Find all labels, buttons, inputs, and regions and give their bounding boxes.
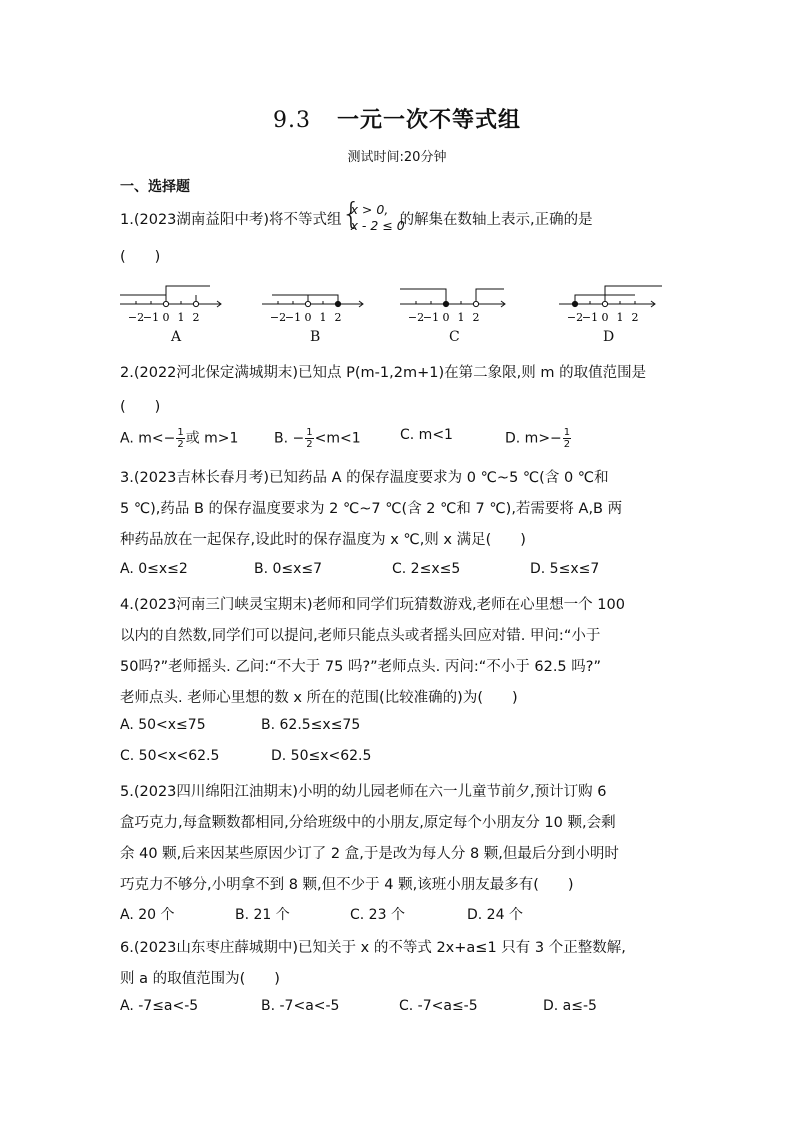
question-3-line-3: 种药品放在一起保存,设此时的保存温度为 x ℃,则 x 满足( ) (120, 532, 526, 548)
q5-option-a: A. 20 个 (120, 907, 175, 923)
q6-option-a: A. -7≤a<-5 (120, 998, 199, 1014)
figure-label-a: A (171, 329, 182, 345)
tick-label: 0 (304, 311, 312, 324)
q4-option-d: D. 50≤x<62.5 (271, 748, 372, 764)
question-3-line-2: 5 ℃),药品 B 的保存温度要求为 2 ℃~7 ℃(含 2 ℃和 7 ℃),若需要将 A,B 两 (120, 501, 623, 517)
q6-option-b: B. -7<a<-5 (261, 998, 340, 1014)
q2-answer-paren: ( ) (120, 399, 161, 415)
number-line-a (118, 282, 224, 327)
tick-label: −2 (269, 311, 287, 324)
tick-label: 1 (457, 311, 465, 324)
q6-option-d: D. a≤-5 (543, 998, 597, 1014)
question-4-line-1: 4.(2023河南三门峡灵宝期末)老师和同学们玩猜数游戏,老师在心里想一个 100 (120, 597, 625, 613)
tick-label: 0 (442, 311, 450, 324)
q4-option-c: C. 50<x<62.5 (120, 748, 220, 764)
q6-option-c: C. -7<a≤-5 (399, 998, 478, 1014)
number-line-c (398, 282, 508, 327)
tick-label: 2 (631, 311, 639, 324)
fraction: $\frac{1}{2}$ (563, 427, 571, 450)
tick-label: 0 (601, 311, 609, 324)
number-line-d (557, 282, 667, 327)
section-title: 一元一次不等式组 (336, 107, 521, 133)
tick-label: −2 (407, 311, 425, 324)
tick-label: −1 (284, 311, 302, 324)
tick-label: 1 (319, 311, 327, 324)
q2-option-a-pre: A. m<− (120, 430, 176, 447)
q3-option-c: C. 2≤x≤5 (392, 561, 461, 577)
section-number: 9.3 (272, 108, 311, 133)
question-5-line-1: 5.(2023四川绵阳江油期末)小明的幼儿园老师在六一儿童节前夕,预计订购 6 (120, 784, 607, 800)
number-line-b (260, 282, 366, 327)
question-1 (120, 197, 593, 237)
figure-label-d: D (603, 329, 615, 345)
question-4-line-4: 老师点头. 老师心里想的数 x 所在的范围(比较准确的)为( ) (120, 690, 518, 706)
question-6-line-1: 6.(2023山东枣庄薛城期中)已知关于 x 的不等式 2x+a≤1 只有 3 个正整数解, (120, 940, 626, 956)
question-5-line-4: 巧克力不够分,小明拿不到 8 颗,但不少于 4 颗,该班小朋友最多有( ) (120, 877, 574, 893)
inequality-system (341, 197, 405, 237)
system-line-2: x - 2 ≤ 0 (350, 218, 405, 233)
question-4-line-2: 以内的自然数,同学们可以提问,老师只能点头或者摇头回应对错. 甲问:“小于 (120, 628, 601, 644)
fraction: $\frac{1}{2}$ (306, 427, 313, 450)
q2-option-b-post: <m<1 (314, 430, 361, 447)
tick-label: 2 (334, 311, 342, 324)
tick-label: 2 (192, 311, 200, 324)
q5-option-c: C. 23 个 (350, 907, 405, 923)
tick-label: 1 (177, 311, 185, 324)
q1-answer-paren: ( ) (120, 249, 161, 265)
test-duration: 测试时间:20分钟 (347, 150, 447, 165)
q2-option-d-pre: D. m>− (505, 430, 562, 447)
question-2: 2.(2022河北保定满城期末)已知点 P(m-1,2m+1)在第二象限,则 m 的取值范围是 (120, 365, 647, 381)
system-line-1: x > 0, (350, 202, 389, 217)
question-5-line-3: 余 40 颗,后来因某些原因少订了 2 盒,于是改为每人分 8 颗,但最后分到小明时 (120, 846, 619, 862)
q3-option-a: A. 0≤x≤2 (120, 561, 188, 577)
brace-icon: { (341, 197, 361, 232)
figure-label-c: C (449, 329, 460, 345)
fraction: $\frac{1}{2}$ (177, 427, 184, 450)
q2-option-b-pre: B. − (274, 430, 305, 447)
q5-option-d: D. 24 个 (467, 907, 523, 923)
tick-label: 1 (616, 311, 624, 324)
figure-label-b: B (310, 329, 321, 345)
tick-label: 2 (472, 311, 480, 324)
tick-label: −2 (566, 311, 584, 324)
q5-option-b: B. 21 个 (235, 907, 290, 923)
q3-option-d: D. 5≤x≤7 (530, 561, 600, 577)
q1-suffix: 的解集在数轴上表示,正确的是 (399, 212, 593, 228)
question-5-line-2: 盒巧克力,每盒颗数都相同,分给班级中的小朋友,原定每个小朋友分 10 颗,会剩 (120, 815, 616, 831)
q2-option-a (120, 427, 238, 450)
q4-option-a: A. 50<x≤75 (120, 717, 206, 733)
q2-option-b (274, 427, 361, 450)
q3-option-b: B. 0≤x≤7 (254, 561, 323, 577)
q2-option-d (505, 427, 572, 450)
question-4-line-3: 50吗?”老师摇头. 乙问:“不大于 75 吗?”老师点头. 丙问:“不小于 62.5 吗?” (120, 659, 601, 675)
section-heading: 一、选择题 (120, 179, 190, 195)
q2-option-a-post: 或 m>1 (185, 430, 239, 447)
q4-option-b: B. 62.5≤x≤75 (261, 717, 361, 733)
question-3-line-1: 3.(2023吉林长春月考)已知药品 A 的保存温度要求为 0 ℃~5 ℃(含 0 ℃和 (120, 470, 609, 486)
tick-label: −1 (142, 311, 160, 324)
tick-label: −1 (422, 311, 440, 324)
q2-option-c: C. m<1 (400, 427, 453, 443)
q1-prefix: 1.(2023湖南益阳中考)将不等式组 (120, 212, 342, 228)
question-6-line-2: 则 a 的取值范围为( ) (120, 971, 280, 987)
tick-label: −1 (581, 311, 599, 324)
tick-label: −2 (127, 311, 145, 324)
tick-label: 0 (162, 311, 170, 324)
page-title (0, 103, 794, 134)
